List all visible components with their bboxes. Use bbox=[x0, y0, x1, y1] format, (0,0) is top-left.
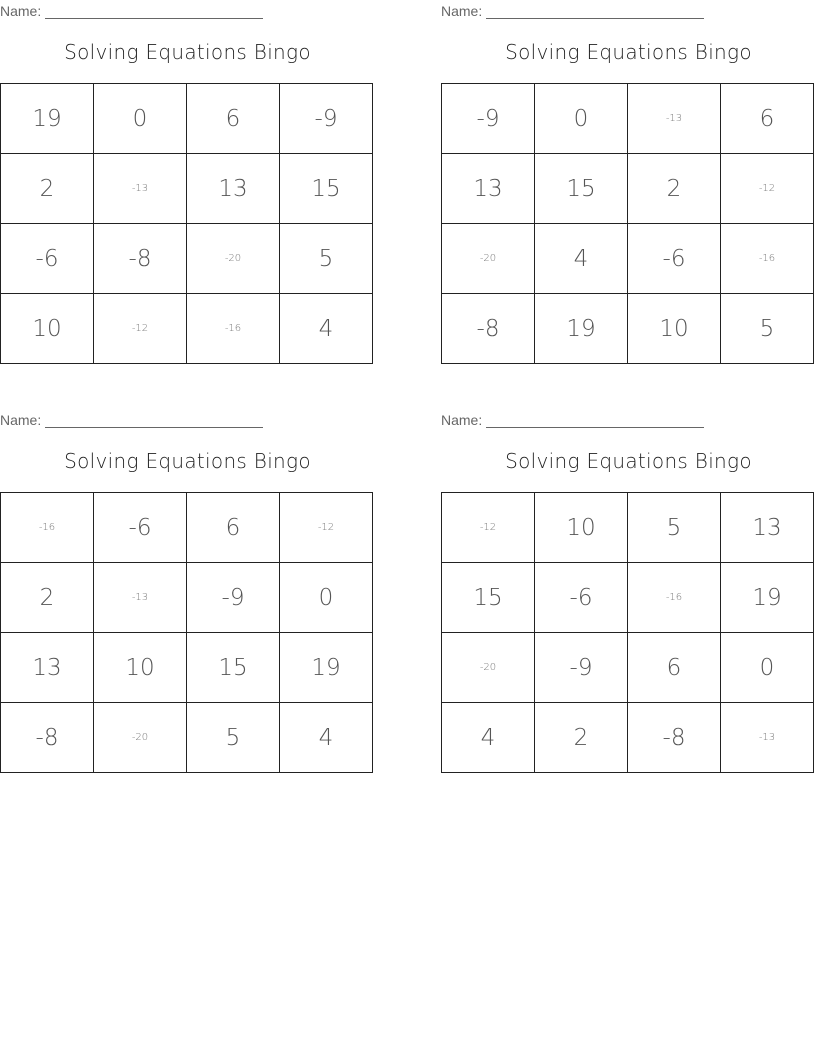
bingo-grid bbox=[0, 492, 373, 773]
bingo-cell[interactable]: -13 bbox=[94, 563, 187, 633]
bingo-cell[interactable]: 13 bbox=[721, 493, 814, 563]
bingo-cell[interactable]: 15 bbox=[187, 633, 280, 703]
bingo-cell[interactable]: -8 bbox=[94, 224, 187, 294]
bingo-cell[interactable]: -13 bbox=[628, 84, 721, 154]
grid-row bbox=[1, 493, 373, 563]
bingo-cell[interactable]: -6 bbox=[1, 224, 94, 294]
bingo-cell[interactable]: 10 bbox=[1, 294, 94, 364]
card-title: Solving Equations Bingo bbox=[505, 449, 752, 473]
name-line[interactable] bbox=[45, 4, 263, 19]
bingo-cell[interactable]: 2 bbox=[628, 154, 721, 224]
bingo-cell[interactable]: 5 bbox=[187, 703, 280, 773]
bingo-cell[interactable]: -20 bbox=[187, 224, 280, 294]
bingo-cell[interactable]: 4 bbox=[442, 703, 535, 773]
name-label: Name: bbox=[0, 3, 42, 19]
bingo-cell[interactable]: 4 bbox=[280, 294, 373, 364]
bingo-cell[interactable]: 2 bbox=[1, 154, 94, 224]
bingo-cell[interactable]: -12 bbox=[94, 294, 187, 364]
bingo-grid bbox=[441, 492, 814, 773]
grid-row bbox=[442, 154, 814, 224]
bingo-cell[interactable]: 13 bbox=[187, 154, 280, 224]
grid-row bbox=[442, 224, 814, 294]
name-line[interactable] bbox=[45, 413, 263, 428]
bingo-cell[interactable]: 19 bbox=[280, 633, 373, 703]
bingo-cell[interactable]: -12 bbox=[442, 493, 535, 563]
bingo-cell[interactable]: 0 bbox=[280, 563, 373, 633]
name-line[interactable] bbox=[486, 4, 704, 19]
bingo-cell[interactable]: -8 bbox=[442, 294, 535, 364]
bingo-cell[interactable]: -16 bbox=[628, 563, 721, 633]
bingo-cell[interactable]: -16 bbox=[721, 224, 814, 294]
bingo-cell[interactable]: 4 bbox=[535, 224, 628, 294]
bingo-cell[interactable]: 0 bbox=[94, 84, 187, 154]
bingo-cell[interactable]: 6 bbox=[721, 84, 814, 154]
bingo-cell[interactable]: 2 bbox=[1, 563, 94, 633]
bingo-cell[interactable]: -12 bbox=[721, 154, 814, 224]
bingo-cell[interactable]: -12 bbox=[280, 493, 373, 563]
grid-row bbox=[1, 224, 373, 294]
name-label: Name: bbox=[441, 412, 483, 428]
bingo-cell[interactable]: 0 bbox=[721, 633, 814, 703]
bingo-cell[interactable]: 19 bbox=[721, 563, 814, 633]
bingo-cell[interactable]: 5 bbox=[280, 224, 373, 294]
grid-row bbox=[442, 493, 814, 563]
grid-row bbox=[1, 703, 373, 773]
bingo-cell[interactable]: 19 bbox=[1, 84, 94, 154]
bingo-cell[interactable]: -20 bbox=[442, 633, 535, 703]
bingo-cell[interactable]: -9 bbox=[187, 563, 280, 633]
bingo-cell[interactable]: 6 bbox=[187, 493, 280, 563]
name-field[interactable] bbox=[441, 412, 704, 428]
bingo-cell[interactable]: -8 bbox=[1, 703, 94, 773]
bingo-cell[interactable]: 4 bbox=[280, 703, 373, 773]
bingo-cell[interactable]: 10 bbox=[94, 633, 187, 703]
bingo-cell[interactable]: 10 bbox=[628, 294, 721, 364]
grid-row bbox=[442, 84, 814, 154]
grid-row bbox=[442, 703, 814, 773]
bingo-cell[interactable]: -6 bbox=[535, 563, 628, 633]
bingo-cell[interactable]: 5 bbox=[721, 294, 814, 364]
bingo-cell[interactable]: -8 bbox=[628, 703, 721, 773]
bingo-grid bbox=[0, 83, 373, 364]
bingo-cell[interactable]: 10 bbox=[535, 493, 628, 563]
bingo-cell[interactable]: -13 bbox=[94, 154, 187, 224]
bingo-cell[interactable]: 15 bbox=[280, 154, 373, 224]
bingo-cell[interactable]: -6 bbox=[628, 224, 721, 294]
bingo-cell[interactable]: 13 bbox=[442, 154, 535, 224]
bingo-cell[interactable]: -9 bbox=[280, 84, 373, 154]
bingo-cell[interactable]: -20 bbox=[94, 703, 187, 773]
bingo-cell[interactable]: -9 bbox=[535, 633, 628, 703]
grid-row bbox=[1, 154, 373, 224]
name-label: Name: bbox=[441, 3, 483, 19]
grid-row bbox=[1, 294, 373, 364]
bingo-cell[interactable]: 19 bbox=[535, 294, 628, 364]
bingo-cell[interactable]: 0 bbox=[535, 84, 628, 154]
bingo-cell[interactable]: 5 bbox=[628, 493, 721, 563]
bingo-cell[interactable]: -13 bbox=[721, 703, 814, 773]
bingo-grid bbox=[441, 83, 814, 364]
bingo-cell[interactable]: 15 bbox=[535, 154, 628, 224]
bingo-cell[interactable]: 2 bbox=[535, 703, 628, 773]
name-field[interactable] bbox=[0, 412, 263, 428]
name-field[interactable] bbox=[0, 3, 263, 19]
card-title: Solving Equations Bingo bbox=[64, 40, 311, 64]
grid-row bbox=[442, 633, 814, 703]
bingo-cell[interactable]: -16 bbox=[187, 294, 280, 364]
grid-row bbox=[1, 84, 373, 154]
name-field[interactable] bbox=[441, 3, 704, 19]
card-title: Solving Equations Bingo bbox=[64, 449, 311, 473]
grid-row bbox=[1, 633, 373, 703]
bingo-cell[interactable]: 15 bbox=[442, 563, 535, 633]
bingo-cell[interactable]: -20 bbox=[442, 224, 535, 294]
bingo-cell[interactable]: 13 bbox=[1, 633, 94, 703]
bingo-cell[interactable]: -16 bbox=[1, 493, 94, 563]
bingo-cell[interactable]: -9 bbox=[442, 84, 535, 154]
grid-row bbox=[1, 563, 373, 633]
card-title: Solving Equations Bingo bbox=[505, 40, 752, 64]
bingo-cell[interactable]: 6 bbox=[187, 84, 280, 154]
bingo-cell[interactable]: -6 bbox=[94, 493, 187, 563]
grid-row bbox=[442, 294, 814, 364]
grid-row bbox=[442, 563, 814, 633]
bingo-cell[interactable]: 6 bbox=[628, 633, 721, 703]
name-line[interactable] bbox=[486, 413, 704, 428]
name-label: Name: bbox=[0, 412, 42, 428]
